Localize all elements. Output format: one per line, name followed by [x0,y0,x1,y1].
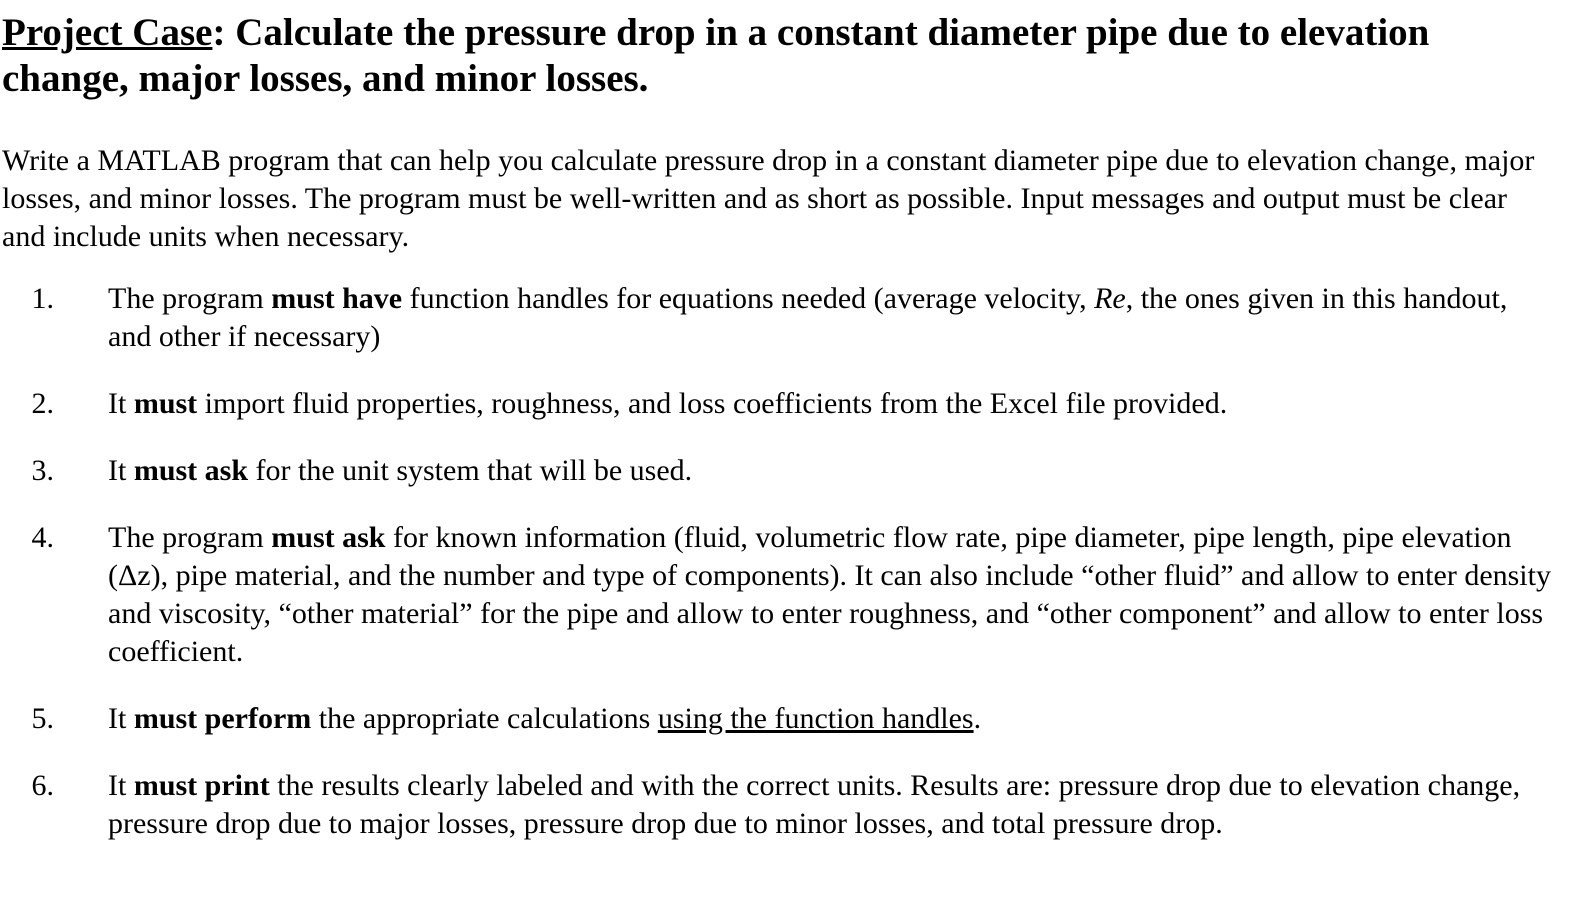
requirements-list [2,280,1552,843]
emphasis: must perform [133,702,312,735]
list-item [2,519,1552,671]
item-number: 5. [31,702,54,735]
list-item [2,767,1552,843]
title-colon: : [212,11,226,54]
item-number: 3. [31,454,54,487]
emphasis: must ask [271,521,386,554]
emphasis: must [133,387,198,420]
underlined-phrase: using the function handles [657,702,974,735]
item-text: It must ask for the unit system that will be used. [108,454,693,487]
item-text: The program must ask for known information (fluid, volumetric flow rate, pipe diameter, pipe length, pipe elevation (Δz), pipe material, and the number and type of components). It can also include “other fluid” and allow to enter density and viscosity, “other material” for the pipe and allow to enter roughness, and “other component” and allow to enter loss coefficient. [108,521,1551,668]
intro-paragraph: Write a MATLAB program that can help you calculate pressure drop in a constant diameter pipe due to elevation change, major losses, and minor losses. The program must be well-written and as short as possible. Input messages and output must be clear and include units when necessary. [2,144,1535,253]
item-text: It must print the results clearly labeled and with the correct units. Results are: pressure drop due to elevation change, pressure drop due to major losses, pressure drop due to minor losses, and total pressure drop. [108,769,1521,840]
emphasis: must print [133,769,270,802]
page-title [2,10,1552,102]
item-number: 4. [31,521,54,554]
list-item [2,280,1552,356]
item-text: It must perform the appropriate calculations using the function handles. [108,702,982,735]
item-text: It must import fluid properties, roughness, and loss coefficients from the Excel file provided. [108,387,1228,420]
emphasis: must ask [133,454,249,487]
item-text: The program must have function handles for equations needed (average velocity, Re, the ones given in this handout, and other if necessary) [108,282,1508,353]
item-number: 6. [31,769,54,802]
item-number: 1. [31,282,54,315]
list-item [2,452,1552,490]
title-text: Calculate the pressure drop in a constant diameter pipe due to elevation change, major losses, and minor losses. [2,11,1430,100]
emphasis: must have [271,282,403,315]
title-label: Project Case [2,11,213,54]
list-item [2,700,1552,738]
italic-term: Re [1094,282,1126,315]
item-number: 2. [31,387,54,420]
list-item [2,385,1552,423]
